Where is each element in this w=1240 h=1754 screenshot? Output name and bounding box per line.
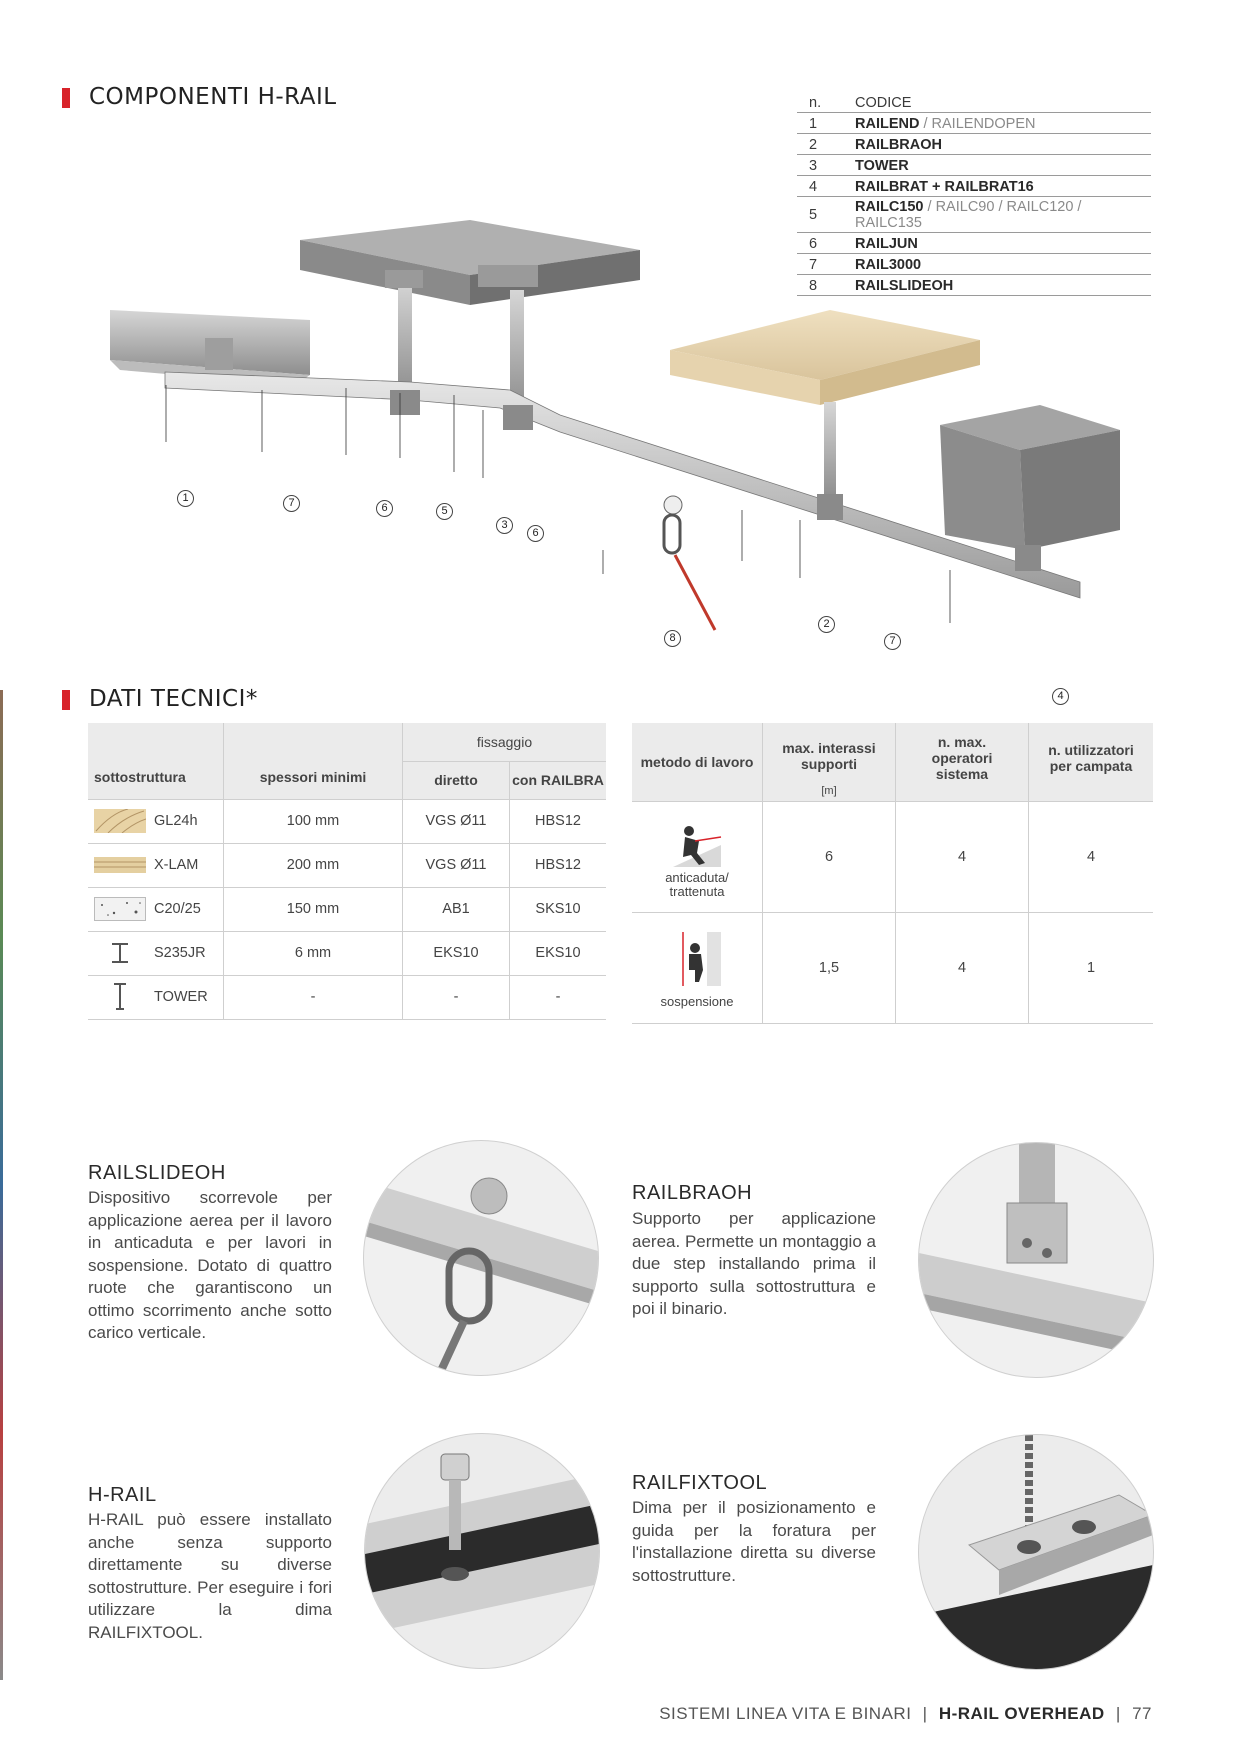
table-row — [632, 912, 1153, 1023]
alt-codes: / RAILENDOPEN — [919, 115, 1036, 132]
table-row — [797, 113, 1151, 134]
operatori-label: n. max. operatori sistema — [931, 733, 993, 782]
method-cell — [632, 912, 763, 1023]
callout-6b: 6 — [527, 525, 544, 542]
substrate-cell — [88, 975, 224, 1019]
header-sottostruttura: sottostruttura — [88, 723, 224, 799]
code: RAILSLIDEOH — [855, 277, 954, 294]
interassi-label: max. interassi supporti — [782, 739, 876, 772]
operatori: 4 — [896, 801, 1029, 912]
code: RAILBRAOH — [855, 136, 942, 153]
code: RAIL3000 — [855, 256, 922, 273]
hrail-title: H-RAIL — [88, 1484, 157, 1506]
page-footer — [659, 1704, 1152, 1724]
table-row — [797, 197, 1151, 233]
suspension-icon — [669, 930, 725, 988]
left-edge-strip — [0, 690, 3, 1680]
callout-7b: 7 — [884, 633, 901, 650]
substrate-name: S235JR — [154, 944, 206, 961]
header-metodo: metodo di lavoro — [632, 723, 763, 801]
hrail-photo — [364, 1433, 600, 1669]
callout-5: 5 — [436, 503, 453, 520]
callout-8: 8 — [664, 630, 681, 647]
table-header-row — [632, 723, 1153, 801]
table-row — [88, 931, 606, 975]
fall-arrest-icon — [669, 823, 725, 869]
spessore: 200 mm — [224, 843, 403, 887]
row-n: 1 — [797, 113, 855, 134]
substrate-name: C20/25 — [154, 900, 201, 917]
substrate-cell — [88, 843, 224, 887]
code: RAILBRAT + RAILBRAT16 — [855, 178, 1034, 195]
method-label: sospensione — [660, 994, 734, 1009]
railbra: HBS12 — [510, 799, 607, 843]
row-n: 5 — [797, 197, 855, 233]
table-row — [797, 275, 1151, 296]
table-row — [88, 975, 606, 1019]
glulam-icon — [94, 809, 146, 833]
diretto: VGS Ø11 — [403, 799, 510, 843]
row-code — [855, 233, 1151, 254]
table-row — [88, 799, 606, 843]
table-row — [797, 233, 1151, 254]
substrate-name: GL24h — [154, 812, 198, 829]
spessore: 150 mm — [224, 887, 403, 931]
concrete-icon — [94, 897, 146, 921]
substrate-table — [88, 723, 606, 1020]
railfixtool-text: Dima per il posizionamento e guida per la foratura per l'installazione diretta su diverse sottostrutture. — [632, 1498, 876, 1585]
page-number: 77 — [1132, 1704, 1152, 1723]
header-operatori — [896, 723, 1029, 801]
header-n: n. — [797, 92, 855, 113]
row-code — [855, 197, 1151, 233]
callout-1: 1 — [177, 490, 194, 507]
header-code: CODICE — [855, 92, 1151, 113]
substrate-name: X-LAM — [154, 856, 199, 873]
utilizzatori: 1 — [1029, 912, 1154, 1023]
railbra: SKS10 — [510, 887, 607, 931]
table-header-row — [88, 723, 606, 761]
diretto: AB1 — [403, 887, 510, 931]
row-code — [855, 254, 1151, 275]
header-diretto: diretto — [403, 761, 510, 799]
header-spessori: spessori minimi — [224, 723, 403, 799]
footer-separator: | — [922, 1704, 928, 1723]
diretto: EKS10 — [403, 931, 510, 975]
diretto: - — [403, 975, 510, 1019]
footer-separator: | — [1115, 1704, 1121, 1723]
xlam-icon — [94, 853, 146, 877]
callout-6: 6 — [376, 500, 393, 517]
header-utilizzatori — [1029, 723, 1154, 801]
row-n: 4 — [797, 176, 855, 197]
railslideoh-text: Dispositivo scorrevole per applicazione aerea per il lavoro in anticaduta e per lavori in sospensione. Dotato di quattro ruote che garantiscono un ottimo scorrimento anche sotto carico verticale. — [88, 1188, 332, 1342]
railfixtool-photo — [918, 1434, 1154, 1670]
substrate-cell — [88, 887, 224, 931]
table-row — [88, 843, 606, 887]
railbra: EKS10 — [510, 931, 607, 975]
code: TOWER — [855, 157, 909, 174]
railslideoh-title: RAILSLIDEOH — [88, 1162, 226, 1184]
tower-icon — [94, 982, 146, 1012]
railbra: - — [510, 975, 607, 1019]
table-row — [797, 176, 1151, 197]
railbra: HBS12 — [510, 843, 607, 887]
substrate-cell — [88, 931, 224, 975]
components-title: COMPONENTI H-RAIL — [89, 84, 337, 110]
row-n: 2 — [797, 134, 855, 155]
header-fissaggio: fissaggio — [403, 723, 607, 761]
code: RAILEND — [855, 115, 920, 132]
substrate-cell — [88, 799, 224, 843]
railbraoh-text: Supporto per applicazione aerea. Permette un montaggio a due step installando prima il supporto sulla sottostruttura e poi il binario. — [632, 1209, 876, 1318]
footer-chapter: H-RAIL OVERHEAD — [938, 1704, 1105, 1723]
component-code-table — [797, 92, 1151, 296]
steel-beam-icon — [94, 941, 146, 965]
tech-data-title: DATI TECNICI* — [89, 686, 258, 712]
header-railbra: con RAILBRA — [510, 761, 607, 799]
table-row — [797, 134, 1151, 155]
callout-3: 3 — [496, 517, 513, 534]
row-code — [855, 155, 1151, 176]
table-row — [88, 887, 606, 931]
table-row — [797, 254, 1151, 275]
row-code — [855, 275, 1151, 296]
row-code — [855, 113, 1151, 134]
utilizzatori: 4 — [1029, 801, 1154, 912]
method-cell — [632, 801, 763, 912]
row-n: 6 — [797, 233, 855, 254]
row-code — [855, 176, 1151, 197]
work-method-table — [632, 723, 1153, 1024]
method-label: anticaduta/ trattenuta — [665, 869, 729, 899]
code-table-header — [797, 92, 1151, 113]
header-interassi — [763, 723, 896, 801]
callout-2: 2 — [818, 616, 835, 633]
code: RAILJUN — [855, 235, 918, 252]
table-row — [797, 155, 1151, 176]
railfixtool-title: RAILFIXTOOL — [632, 1472, 768, 1494]
alt-codes: / RAILC90 / RAILC120 / RAILC135 — [855, 199, 1082, 231]
unit-label: [m] — [821, 784, 837, 797]
row-n: 8 — [797, 275, 855, 296]
callout-4: 4 — [1052, 688, 1069, 705]
row-n: 3 — [797, 155, 855, 176]
code: RAILC150 — [855, 199, 924, 215]
substrate-name: TOWER — [154, 988, 208, 1005]
footer-section: SISTEMI LINEA VITA E BINARI — [659, 1704, 912, 1723]
operatori: 4 — [896, 912, 1029, 1023]
railbraoh-photo — [918, 1142, 1154, 1378]
railslideoh-photo — [363, 1140, 599, 1376]
interassi: 1,5 — [763, 912, 896, 1023]
row-n: 7 — [797, 254, 855, 275]
utilizzatori-label: n. utilizzatori per campata — [1048, 741, 1134, 774]
section-marker — [62, 88, 70, 108]
hrail-text: H-RAIL può essere installato anche senza supporto direttamente su diverse sottostrutture. Per eseguire i fori utilizzare la dima RAILFIXTOOL. — [88, 1510, 332, 1642]
spessore: 100 mm — [224, 799, 403, 843]
interassi: 6 — [763, 801, 896, 912]
table-row — [632, 801, 1153, 912]
spessore: 6 mm — [224, 931, 403, 975]
callout-7: 7 — [283, 495, 300, 512]
section-marker — [62, 690, 70, 710]
diretto: VGS Ø11 — [403, 843, 510, 887]
spessore: - — [224, 975, 403, 1019]
railbraoh-title: RAILBRAOH — [632, 1182, 753, 1204]
row-code — [855, 134, 1151, 155]
